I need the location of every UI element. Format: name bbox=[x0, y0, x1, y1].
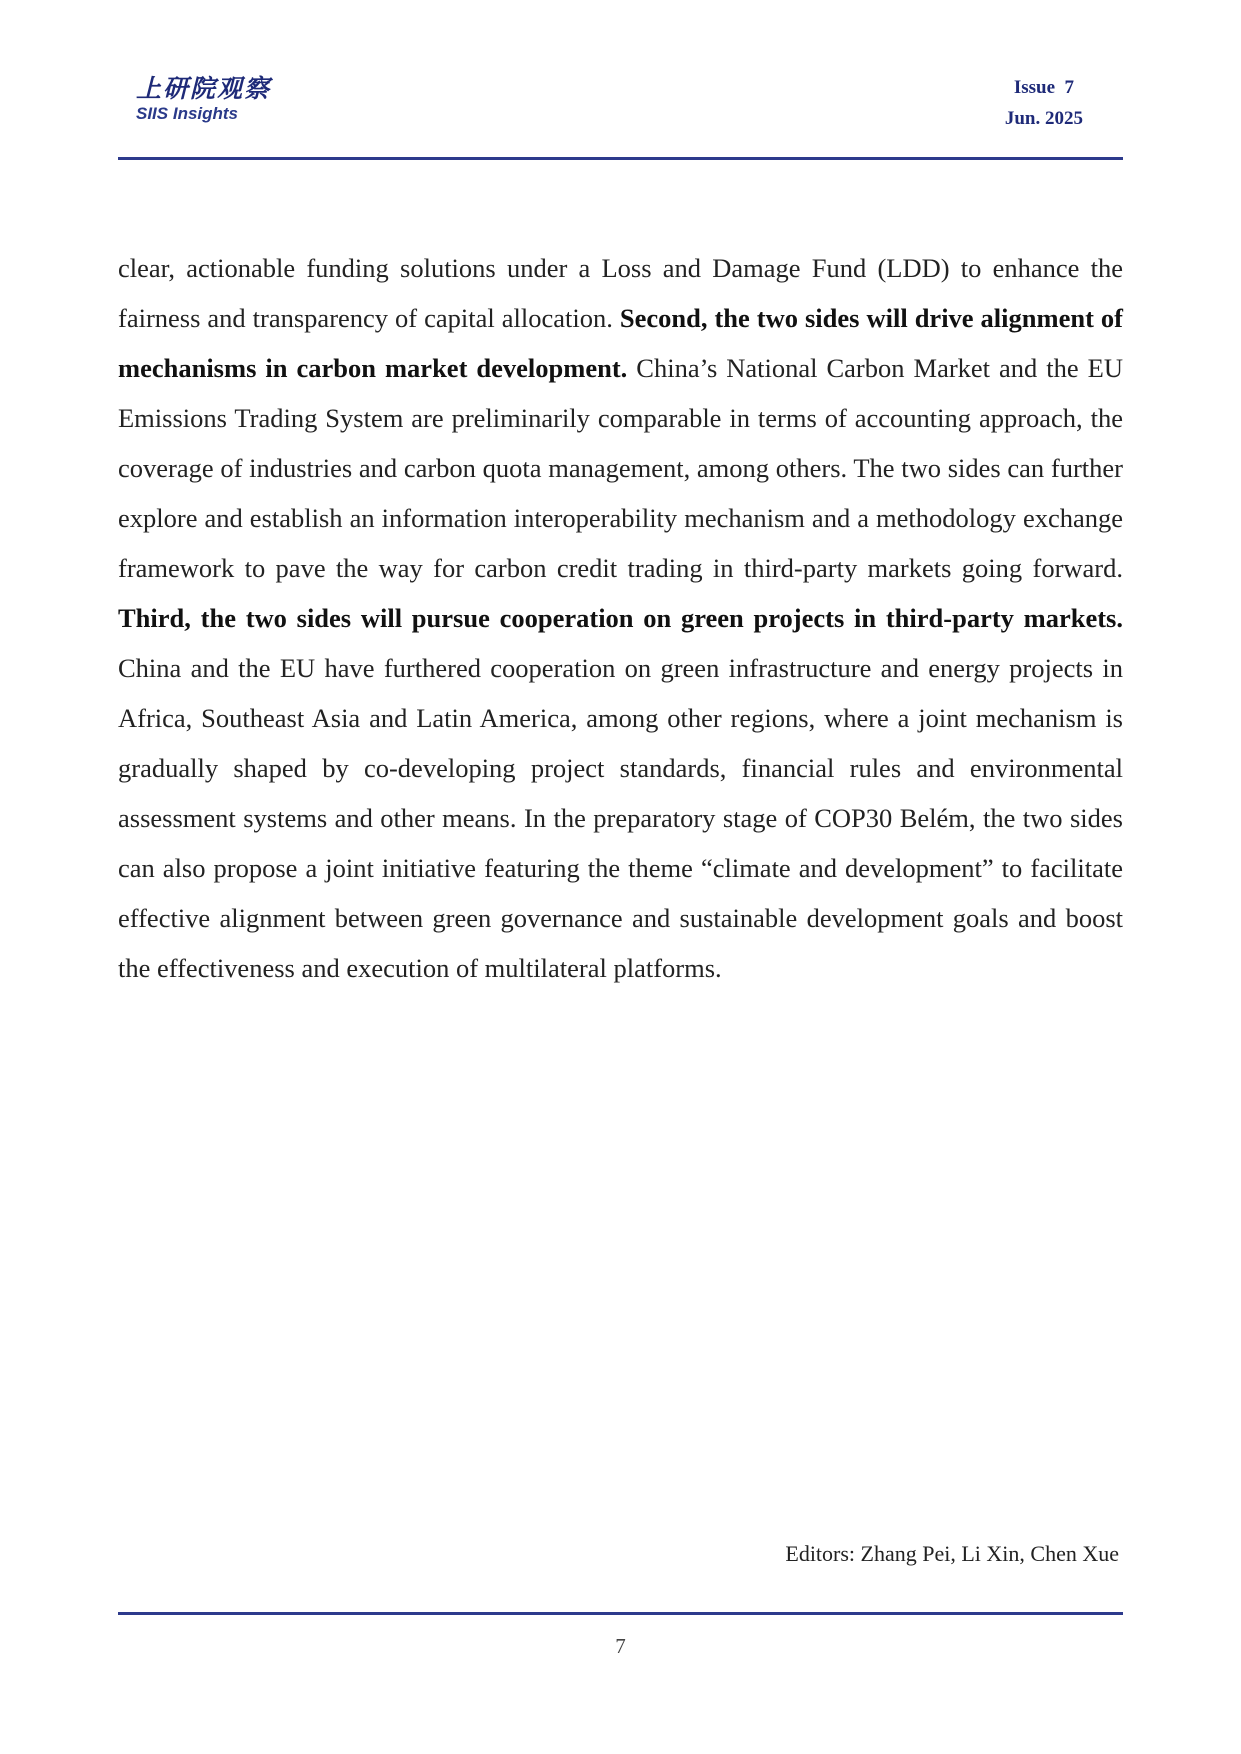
page-header bbox=[118, 68, 1123, 158]
issue-number: Issue 7 bbox=[1013, 77, 1075, 98]
issue-info bbox=[1005, 72, 1083, 134]
siis-logo bbox=[136, 74, 271, 124]
bold-point-third: Third, the two sides will pursue cooperation on green projects in third-party markets. bbox=[118, 603, 1123, 633]
article-body bbox=[118, 243, 1123, 993]
header-divider bbox=[118, 157, 1123, 160]
body-text-segment: clear, actionable funding solutions under a Loss and Damage Fund (LDD) to enhance the fairness and transparency of capital allocation. bbox=[118, 253, 1123, 333]
logo-chinese-text: 上研院观察 bbox=[136, 74, 272, 103]
body-text-segment: China and the EU have furthered cooperation on green infrastructure and energy projects in Africa, Southeast Asia and Latin America, among other regions, where a joint mechanism is gradually shaped by co-developing project standards, financial rules and environmental assessment systems and other means. In the preparatory stage of COP30 Belém, the two sides can also propose a joint initiative featuring the theme “climate and development” to facilitate effective alignment between green governance and sustainable development goals and boost the effectiveness and execution of multilateral platforms. bbox=[118, 653, 1123, 983]
page-number: 7 bbox=[615, 1634, 626, 1658]
body-text-segment: China’s National Carbon Market and the EU Emissions Trading System are preliminarily comparable in terms of accounting approach, the coverage of industries and carbon quota management, among others. The two sides can further explore and establish an information interoperability mechanism and a methodology exchange framework to pave the way for carbon credit trading in third-party markets going forward. bbox=[118, 353, 1123, 583]
logo-english-text: SIIS Insights bbox=[136, 104, 239, 123]
bold-point-second: Second, the two sides will drive alignment of mechanisms in carbon market development. bbox=[118, 303, 1123, 383]
issue-date: Jun. 2025 bbox=[1004, 108, 1083, 129]
editors-credit: Editors: Zhang Pei, Li Xin, Chen Xue bbox=[785, 1541, 1119, 1566]
footer-divider bbox=[118, 1612, 1123, 1615]
body-paragraph bbox=[118, 243, 1123, 993]
